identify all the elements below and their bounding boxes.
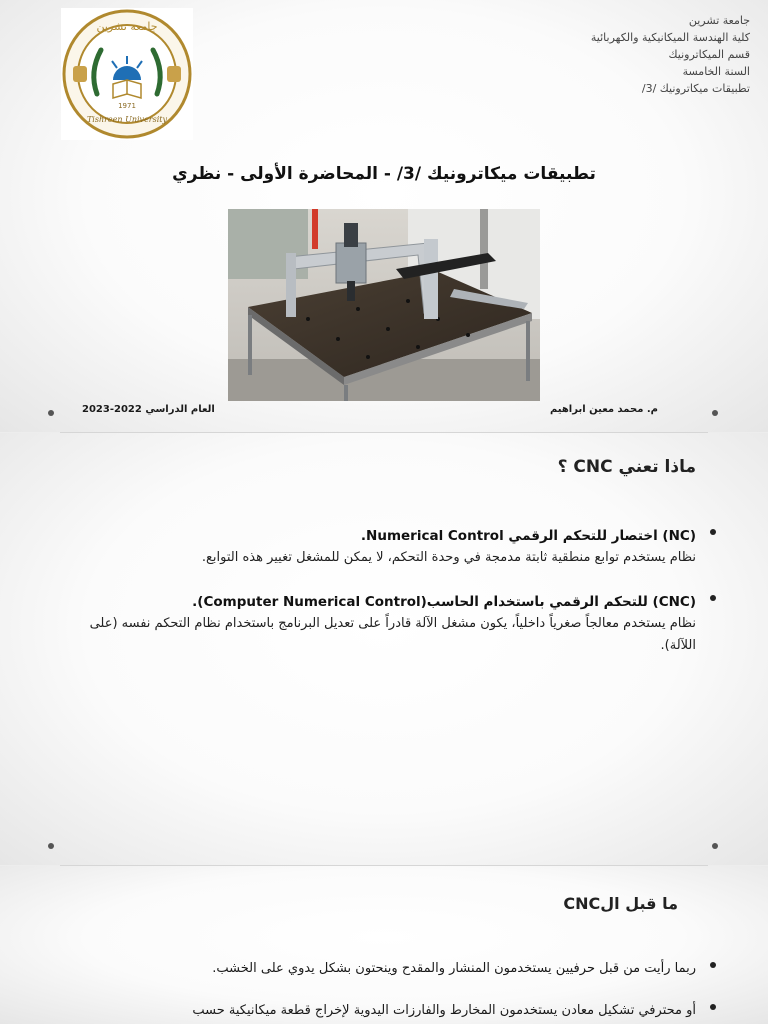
university-logo [61,8,193,140]
item-text: نظام يستخدم معالجاً صغرياً داخلياً، يكون مشغل الآلة قادراً على تعديل البرنامج باستخدام نظام التحكم نفسه (على اللآلة). [89,616,696,653]
university-info [450,12,750,97]
department-name: قسم الميكاترونيك [668,48,750,61]
item-text: ربما رأيت من قبل حرفيين يستخدمون المنشار والمقدح وينحتون بشكل يدوي على الخشب. [212,961,696,976]
slide-heading: ما قبل الCNC [563,894,678,913]
slide-corner-dot [48,410,54,416]
course-name: تطبيقات ميكاترونيك /3/ [641,82,750,95]
slide-what-is-cnc [0,433,768,865]
slide-corner-dot [712,843,718,849]
cnc-router-icon [228,209,540,401]
cnc-machine-photo [228,209,540,401]
item-text: أو محترفي تشكيل معادن يستخدمون المخارط والفارزات اليدوية لإخراج قطعة ميكانيكية حسب [192,1003,696,1018]
bullet-icon [710,1004,716,1010]
faculty-name: كلية الهندسة الميكانيكية والكهربائية [590,31,750,44]
academic-year: العام الدراسي 2022-2023 [82,404,215,415]
university-seal-icon [61,8,193,140]
list-item [76,525,716,569]
bullet-icon [710,595,716,601]
list-item [56,1000,716,1022]
svg-text:Tishreen University: Tishreen University [86,115,168,124]
item-text: نظام يستخدم توابع منطقية ثابتة مدمجة في وحدة التحكم، لا يمكن للمشغل تغيير هذه التوابع. [201,550,696,565]
list-item [56,958,716,980]
slide-corner-dot [48,843,54,849]
svg-text:1971: 1971 [118,102,136,110]
bullet-icon [710,529,716,535]
year-level: السنة الخامسة [682,65,750,78]
slide-corner-dot [712,410,718,416]
slide-before-cnc [0,866,768,1024]
slide-title [0,0,768,432]
history-list [56,958,716,1024]
svg-text:جامعة تشرين: جامعة تشرين [96,20,158,33]
list-item [76,591,716,657]
item-heading: (NC) اختصار للتحكم الرقمي Numerical Control. [360,528,696,544]
bullet-icon [710,962,716,968]
item-heading: (CNC) للتحكم الرقمي باستخدام الحاسب(Computer Numerical Control). [192,594,696,610]
university-name: جامعة تشرين [688,14,750,27]
lecturer-name: م. محمد معين ابراهيم [549,404,658,415]
lecture-title: تطبيقات ميكاترونيك /3/ - المحاضرة الأولى - نظري [172,164,596,184]
definition-list [76,525,716,679]
slide-heading: ماذا تعني CNC ؟ [557,457,696,477]
